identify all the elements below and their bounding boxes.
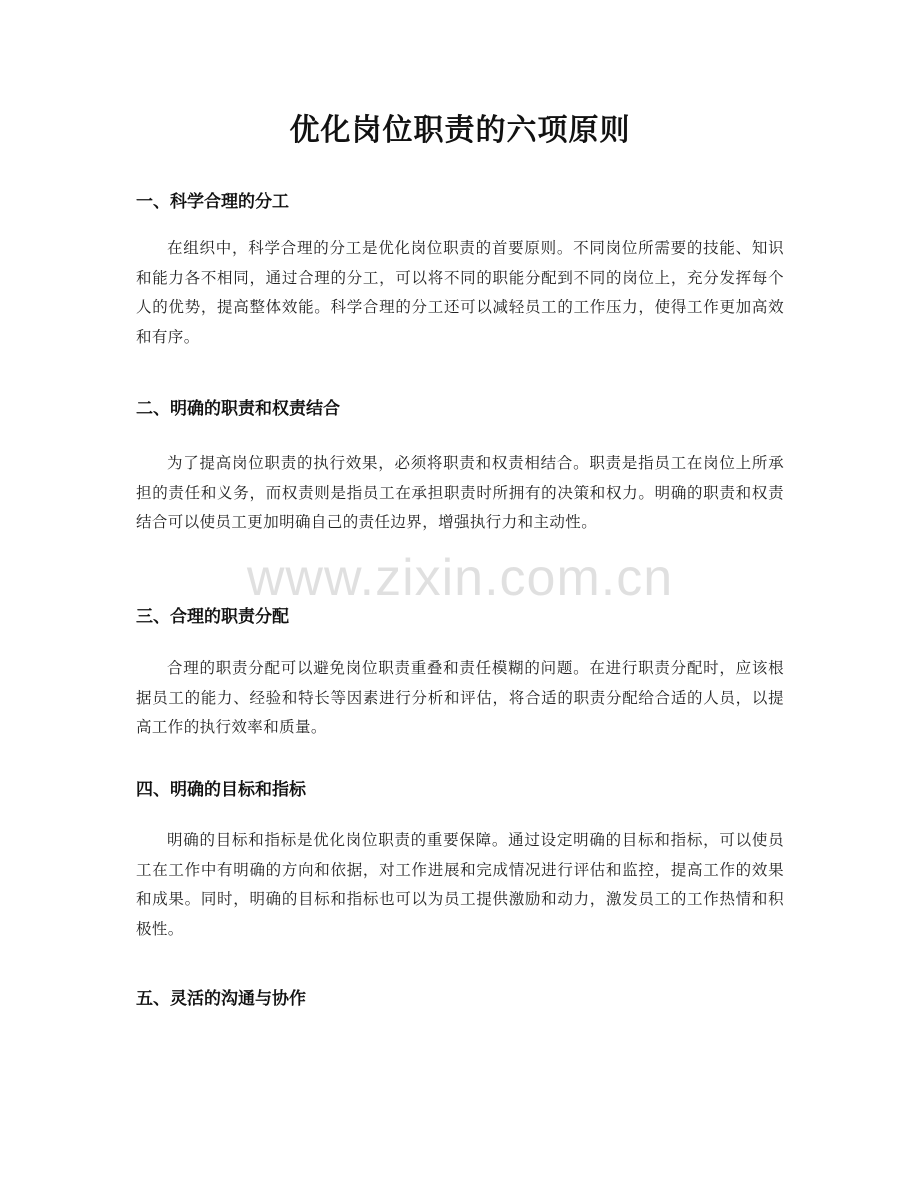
section-paragraph-1: 在组织中，科学合理的分工是优化岗位职责的首要原则。不同岗位所需要的技能、知识和能力各不相同，通过合理的分工，可以将不同的职能分配到不同的岗位上，充分发挥每个人的优势，提高整体效能。科学合理的分工还可以减轻员工的工作压力，使得工作更加高效和有序。 (136, 239, 784, 346)
section-paragraph-2: 为了提高岗位职责的执行效果，必须将职责和权责相结合。职责是指员工在岗位上所承担的责任和义务，而权责则是指员工在承担职责时所拥有的决策和权力。明确的职责和权责结合可以使员工更加明确自己的责任边界，增强执行力和主动性。 (136, 454, 784, 531)
section-heading-3: 三、合理的职责分配 (136, 607, 289, 627)
section-paragraph-4: 明确的目标和指标是优化岗位职责的重要保障。通过设定明确的目标和指标，可以使员工在工作中有明确的方向和依据，对工作进展和完成情况进行评估和监控，提高工作的效果和成果。同时，明确的目标和指标也可以为员工提供激励和动力，激发员工的工作热情和积极性。 (136, 831, 784, 938)
section-heading-2: 二、明确的职责和权责结合 (136, 399, 340, 419)
section-heading-1: 一、科学合理的分工 (136, 192, 289, 212)
document-title: 优化岗位职责的六项原则 (289, 113, 631, 148)
section-paragraph-3: 合理的职责分配可以避免岗位职责重叠和责任模糊的问题。在进行职责分配时，应该根据员工的能力、经验和特长等因素进行分析和评估，将合适的职责分配给合适的人员，以提高工作的执行效率和质量。 (136, 659, 784, 736)
site-watermark: www.zixin.com.cn (246, 549, 674, 607)
section-heading-5: 五、灵活的沟通与协作 (136, 989, 306, 1009)
section-heading-4: 四、明确的目标和指标 (136, 780, 306, 800)
